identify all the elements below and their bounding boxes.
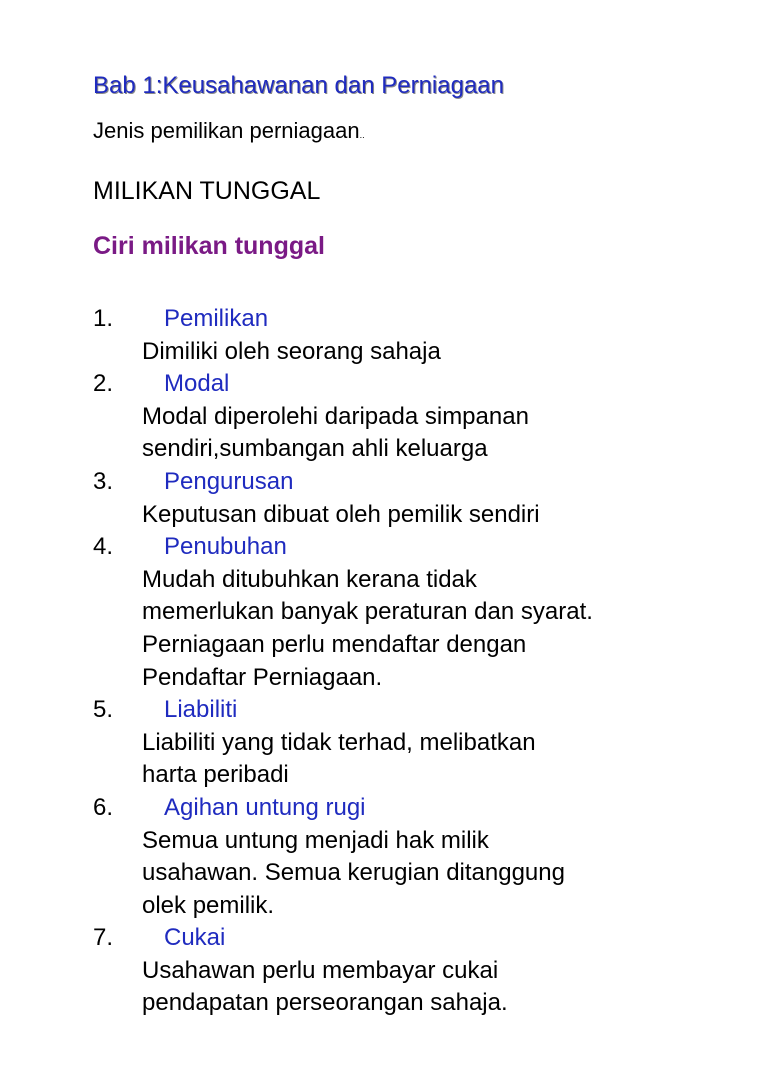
list-item-number: 6. [93, 793, 114, 821]
list-item [93, 303, 733, 368]
list-item-title: Agihan untung rugi [164, 793, 366, 821]
description-line: Usahawan perlu membayar cukai [142, 956, 499, 984]
list-item [93, 922, 733, 1020]
description-line: olek pemilik. [142, 891, 275, 919]
description-line: harta peribadi [142, 761, 289, 789]
list-item [93, 368, 733, 466]
list-item-header [93, 466, 733, 499]
list-item-header [93, 922, 733, 955]
list-item-number: 3. [93, 467, 114, 495]
list-item-description [142, 955, 733, 1020]
description-line: Semua untung menjadi hak milik [142, 826, 489, 854]
description-line: Mudah ditubuhkan kerana tidak [142, 565, 477, 593]
description-line: Modal diperolehi daripada simpanan [142, 402, 529, 430]
section-heading: Ciri milikan tunggal [93, 232, 325, 260]
list-item-number: 7. [93, 924, 114, 952]
list-item-title: Modal [164, 370, 230, 398]
description-line: Keputusan dibuat oleh pemilik sendiri [142, 500, 540, 528]
subtitle-text: Jenis pemilikan perniagaan [93, 118, 360, 143]
description-line: pendapatan perseorangan sahaja. [142, 989, 508, 1017]
list-item-description [142, 727, 733, 792]
list-item-description [142, 401, 733, 466]
list-item-title: Pengurusan [164, 467, 294, 495]
list-item-description [142, 825, 733, 923]
list-item [93, 792, 733, 922]
list-item-header [93, 531, 733, 564]
description-line: Pendaftar Perniagaan. [142, 663, 383, 691]
list-item-title: Penubuhan [164, 533, 287, 561]
list-item-number: 5. [93, 696, 114, 724]
list-item-header [93, 694, 733, 727]
description-line: usahawan. Semua kerugian ditanggung [142, 859, 565, 887]
list-item-title: Cukai [164, 924, 226, 952]
list-item-number: 1. [93, 305, 114, 332]
list-item-description [142, 499, 733, 532]
description-line: Liabiliti yang tidak terhad, melibatkan [142, 728, 536, 756]
list-item-description [142, 336, 733, 369]
subtitle-suffix: .. [359, 130, 365, 140]
list-item-header [93, 368, 733, 401]
list-item [93, 466, 733, 531]
description-line: sendiri,sumbangan ahli keluarga [142, 435, 488, 463]
characteristics-list [93, 303, 733, 1020]
section-title: MILIKAN TUNGGAL [93, 177, 321, 205]
description-line: Dimiliki oleh seorang sahaja [142, 337, 441, 365]
description-line: Perniagaan perlu mendaftar dengan [142, 630, 527, 658]
list-item-header [93, 792, 733, 825]
description-line: memerlukan banyak peraturan dan syarat. [142, 598, 593, 626]
list-item-header [93, 303, 733, 336]
page-title: Bab 1:Keusahawanan dan Perniagaan [93, 72, 504, 99]
page-subtitle [93, 118, 365, 144]
list-item-title: Liabiliti [164, 696, 238, 724]
list-item-title: Pemilikan [164, 305, 269, 332]
list-item-number: 2. [93, 370, 114, 398]
list-item [93, 694, 733, 792]
list-item [93, 531, 733, 694]
list-item-description [142, 564, 733, 694]
list-item-number: 4. [93, 533, 114, 561]
